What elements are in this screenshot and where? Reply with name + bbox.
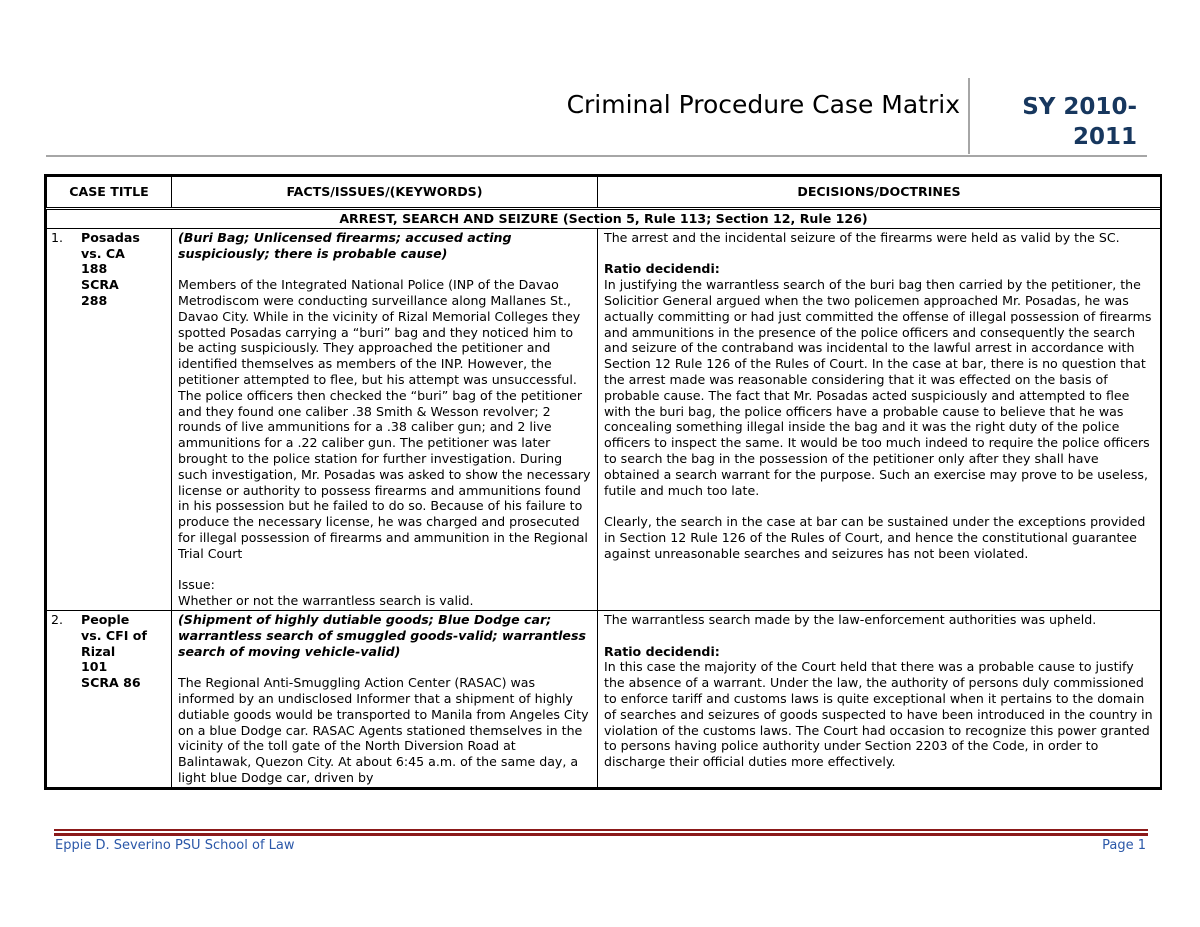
case-ratio: In this case the majority of the Court held that there was a probable cause to justify the absence of a warrant. Under the law, the authority of persons duly commissioned to enforce tariff and customs laws is quite exceptional when it pertains to the domain of searches and seizures of goods suspected to have been introduced in the country in violation of the customs laws. The Court had occasion to recognize this power granted to persons having police authority under Section 2203 of the Code, in order to discharge their official duties more effectively. xyxy=(604,659,1153,770)
column-header-decisions: DECISIONS/DOCTRINES xyxy=(598,177,1161,209)
case-title-line: People xyxy=(81,611,130,627)
case-ratio: In justifying the warrantless search of the buri bag then carried by the petitioner, the Solicitior General argued when the two policemen approached Mr. Posadas, he was actually committing or had just committed the offense of illegal possession of firearms and ammunitions in the presence of the police officers and consequently the search and seizure of the contraband was incidental to the lawful arrest in accordance with Section 12 Rule 126 of the Rules of Court. In the case at bar, there is no question that the arrest made was reasonable considering that it was effected on the basis of probable cause. The fact that Mr. Posadas acted suspiciously and attempted to flee with the buri bag, the police officers have a probable cause to believe that he was concealing something illegal inside the bag and it was the right duty of the police officers to inspect the same. It would be too much indeed to require the police officers to search the bag in the possession of the petitioner only after they shall have obtained a search warrant for the purpose. Such an exercise may prove to be useless, futile and much too late. xyxy=(604,277,1152,498)
decision-cell xyxy=(598,228,1161,610)
section-heading-row xyxy=(47,209,1161,229)
case-keywords: (Shipment of highly dutiable goods; Blue Dodge car; warrantless search of smuggled goods-valid; warrantless search of moving vehicle-valid) xyxy=(178,611,586,659)
case-issue: Whether or not the warrantless search is valid. xyxy=(178,593,474,609)
footer-rule-thick xyxy=(54,833,1148,836)
case-title-line: vs. CA xyxy=(81,245,125,261)
header-divider xyxy=(968,78,970,154)
ratio-label: Ratio decidendi: xyxy=(604,261,720,277)
footer-author: Eppie D. Severino PSU School of Law xyxy=(55,838,295,853)
facts-cell xyxy=(172,228,598,610)
header-rule xyxy=(46,155,1147,157)
case-facts: The Regional Anti-Smuggling Action Center (RASAC) was informed by an undisclosed Informer that a shipment of highly dutiable goods would be transported to Manila from Angeles City on a blue Dodge car. RASAC Agents stationed themselves in the vicinity of the toll gate of the North Diversion Road at Balintawak, Quezon City. At about 6:45 a.m. of the same day, a light blue Dodge car, driven by xyxy=(178,675,589,785)
case-conclusion: Clearly, the search in the case at bar can be sustained under the exceptions provided in Section 12 Rule 126 of the Rules of Court, and hence the constitutional guarantee against unreasonable searches and seizures has not been violated. xyxy=(604,514,1146,561)
case-title xyxy=(81,230,161,309)
case-title-line: 188 xyxy=(81,261,108,277)
case-facts: Members of the Integrated National Police (INP of the Davao Metrodiscom were conducting surveillance along Mallanes St., Davao City. While in the vicinity of Rizal Memorial Colleges they spotted Posadas carrying a “buri” bag and they noticed him to be acting suspiciously. They approached the petitioner and identified themselves as members of the INP. However, the petitioner attempted to flee, but his attempt was unsuccessful. The police officers then checked the “buri” bag of the petitioner and they found one caliber .38 Smith & Wesson revolver; 2 rounds of live ammunitions for a .38 caliber gun; and 2 live ammunitions for a .22 caliber gun. The petitioner was later brought to the police station for further investigation. During such investigation, Mr. Posadas was asked to show the necessary license or authority to possess firearms and ammunitions found in his possession but he failed to do so. Because of his failure to produce the necessary license, he was charged and prosecuted for illegal possession of firearms and ammunition in the Regional Trial Court xyxy=(178,277,591,561)
case-title-line: 101 xyxy=(81,659,108,675)
column-header-facts: FACTS/ISSUES/(KEYWORDS) xyxy=(172,177,598,209)
facts-cell xyxy=(172,610,598,787)
table-header-row xyxy=(47,177,1161,209)
school-year xyxy=(985,92,1137,152)
school-year-line-2: 2011 xyxy=(1072,124,1137,150)
decision-cell xyxy=(598,610,1161,787)
case-keywords: (Buri Bag; Unlicensed firearms; accused acting suspiciously; there is probable cause) xyxy=(178,229,512,261)
footer-rule xyxy=(54,829,1148,831)
case-decision: The warrantless search made by the law-enforcement authorities was upheld. xyxy=(604,611,1097,627)
case-title-line: 288 xyxy=(81,292,108,308)
case-decision: The arrest and the incidental seizure of the firearms were held as valid by the SC. xyxy=(604,229,1120,245)
case-title-line: SCRA xyxy=(81,277,119,293)
case-title xyxy=(81,612,161,691)
case-title-cell xyxy=(47,610,172,787)
case-title-line: Rizal xyxy=(81,643,116,659)
footer-page-number: Page 1 xyxy=(1102,838,1146,853)
table-row xyxy=(47,228,1161,610)
school-year-line-1: SY 2010- xyxy=(1022,94,1137,120)
case-title-cell xyxy=(47,228,172,610)
case-number: 2. xyxy=(51,611,64,627)
ratio-label: Ratio decidendi: xyxy=(604,643,720,659)
case-number: 1. xyxy=(51,229,64,245)
case-title-line: Posadas xyxy=(81,229,140,245)
column-header-case-title: CASE TITLE xyxy=(47,177,172,209)
issue-label: Issue: xyxy=(178,577,215,593)
case-title-line: SCRA 86 xyxy=(81,675,141,691)
case-title-line: vs. CFI of xyxy=(81,627,147,643)
case-matrix-table xyxy=(44,174,1162,790)
table-row xyxy=(47,610,1161,787)
section-heading: ARREST, SEARCH AND SEIZURE (Section 5, Rule 113; Section 12, Rule 126) xyxy=(47,209,1161,229)
document-title: Criminal Procedure Case Matrix xyxy=(566,90,960,119)
